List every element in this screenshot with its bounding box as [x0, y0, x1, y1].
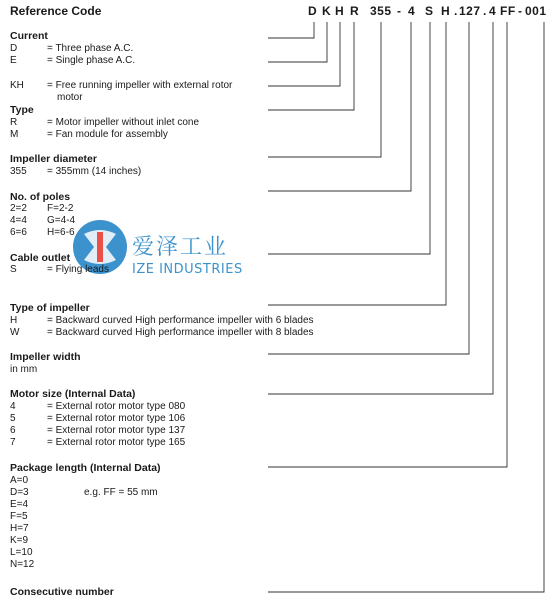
connector-width — [268, 22, 469, 354]
connector-package — [268, 22, 507, 467]
code-part-poles: 4 — [408, 4, 416, 18]
row-value: = Motor impeller without inlet cone — [47, 117, 200, 128]
connector-poles — [268, 22, 411, 191]
row-key: D=3 — [10, 487, 29, 498]
row-key: 4=4 — [10, 215, 27, 226]
row-value: G=4-4 — [47, 215, 76, 226]
code-part-diameter: 355 — [370, 4, 392, 18]
connector-cable — [268, 22, 430, 254]
row-value: motor — [57, 92, 83, 103]
connector-consecutive — [268, 22, 544, 592]
row-key: 5 — [10, 413, 16, 424]
row-key: in mm — [10, 364, 38, 375]
code-part-current-d: D — [308, 4, 318, 18]
code-part-dash: - — [518, 4, 523, 18]
row-key: 6 — [10, 425, 16, 436]
code-part-impeller-type: H — [441, 4, 451, 18]
code-part-package: FF — [500, 4, 516, 18]
row-value: = External rotor motor type 165 — [47, 437, 186, 448]
row-value: H=6-6 — [47, 227, 75, 238]
row-key: A=0 — [10, 475, 29, 486]
section-heading-consecutive: Consecutive number — [10, 586, 114, 598]
row-key: H — [10, 315, 18, 326]
row-value: = Single phase A.C. — [47, 55, 136, 66]
connector-current-h — [268, 22, 340, 86]
row-value: = Backward curved High performance impeller with 6 blades — [47, 315, 314, 326]
row-value: F=2-2 — [47, 203, 74, 214]
row-key: E — [10, 55, 17, 66]
row-key: N=12 — [10, 559, 35, 570]
connector-current-k — [268, 22, 327, 62]
watermark-cn: 爱泽工业 — [132, 235, 229, 260]
section-heading-cable: Cable outlet — [10, 252, 71, 264]
row-key: K=9 — [10, 535, 29, 546]
row-value: = External rotor motor type 137 — [47, 425, 186, 436]
row-key: M — [10, 129, 19, 140]
row-value: = 355mm (14 inches) — [47, 166, 142, 177]
row-value: = External rotor motor type 106 — [47, 413, 186, 424]
section-heading-poles: No. of poles — [10, 191, 71, 203]
code-part-consecutive: 001 — [525, 4, 547, 18]
row-value: = Free running impeller with external rotor — [47, 80, 233, 91]
code-part-cable: S — [425, 4, 434, 18]
code-part-motor: 4 — [489, 4, 497, 18]
code-part-current-k: K — [322, 4, 332, 18]
row-value: = Backward curved High performance impeller with 8 blades — [47, 327, 314, 338]
row-key: W — [10, 327, 20, 338]
page-title: Reference Code — [10, 4, 102, 18]
section-heading-package: Package length (Internal Data) — [10, 462, 161, 474]
connector-diameter — [268, 22, 381, 157]
row-key: D — [10, 43, 18, 54]
code-part-type: R — [350, 4, 360, 18]
row-value: = Fan module for assembly — [47, 129, 168, 140]
row-key: 355 — [10, 166, 27, 177]
code-part-dot: . — [483, 4, 487, 18]
code-part-dot: . — [454, 4, 458, 18]
row-key: 6=6 — [10, 227, 27, 238]
row-value: = Flying leads — [47, 264, 109, 275]
row-key: L=10 — [10, 547, 33, 558]
section-heading-current: Current — [10, 30, 48, 42]
section-heading-impeller-type: Type of impeller — [10, 302, 90, 314]
section-heading-diameter: Impeller diameter — [10, 153, 97, 165]
row-value: = Three phase A.C. — [47, 43, 134, 54]
row-key: 4 — [10, 401, 16, 412]
watermark-en: IZE INDUSTRIES — [132, 262, 243, 277]
row-key: F=5 — [10, 511, 28, 522]
package-example: e.g. FF = 55 mm — [84, 487, 158, 498]
row-value: = External rotor motor type 080 — [47, 401, 186, 412]
row-key: KH — [10, 80, 24, 91]
code-part-dash: - — [397, 4, 402, 18]
connector-impeller-type — [268, 22, 446, 305]
section-heading-type: Type — [10, 104, 34, 116]
section-heading-width: Impeller width — [10, 351, 81, 363]
connector-type — [268, 22, 354, 110]
code-part-current-h: H — [335, 4, 345, 18]
row-key: H=7 — [10, 523, 29, 534]
row-key: 7 — [10, 437, 16, 448]
row-key: S — [10, 264, 17, 275]
section-heading-motor: Motor size (Internal Data) — [10, 388, 136, 400]
code-part-width: 127 — [459, 4, 481, 18]
connector-current-d — [268, 22, 314, 38]
row-key: R — [10, 117, 18, 128]
row-key: E=4 — [10, 499, 29, 510]
row-key: 2=2 — [10, 203, 27, 214]
